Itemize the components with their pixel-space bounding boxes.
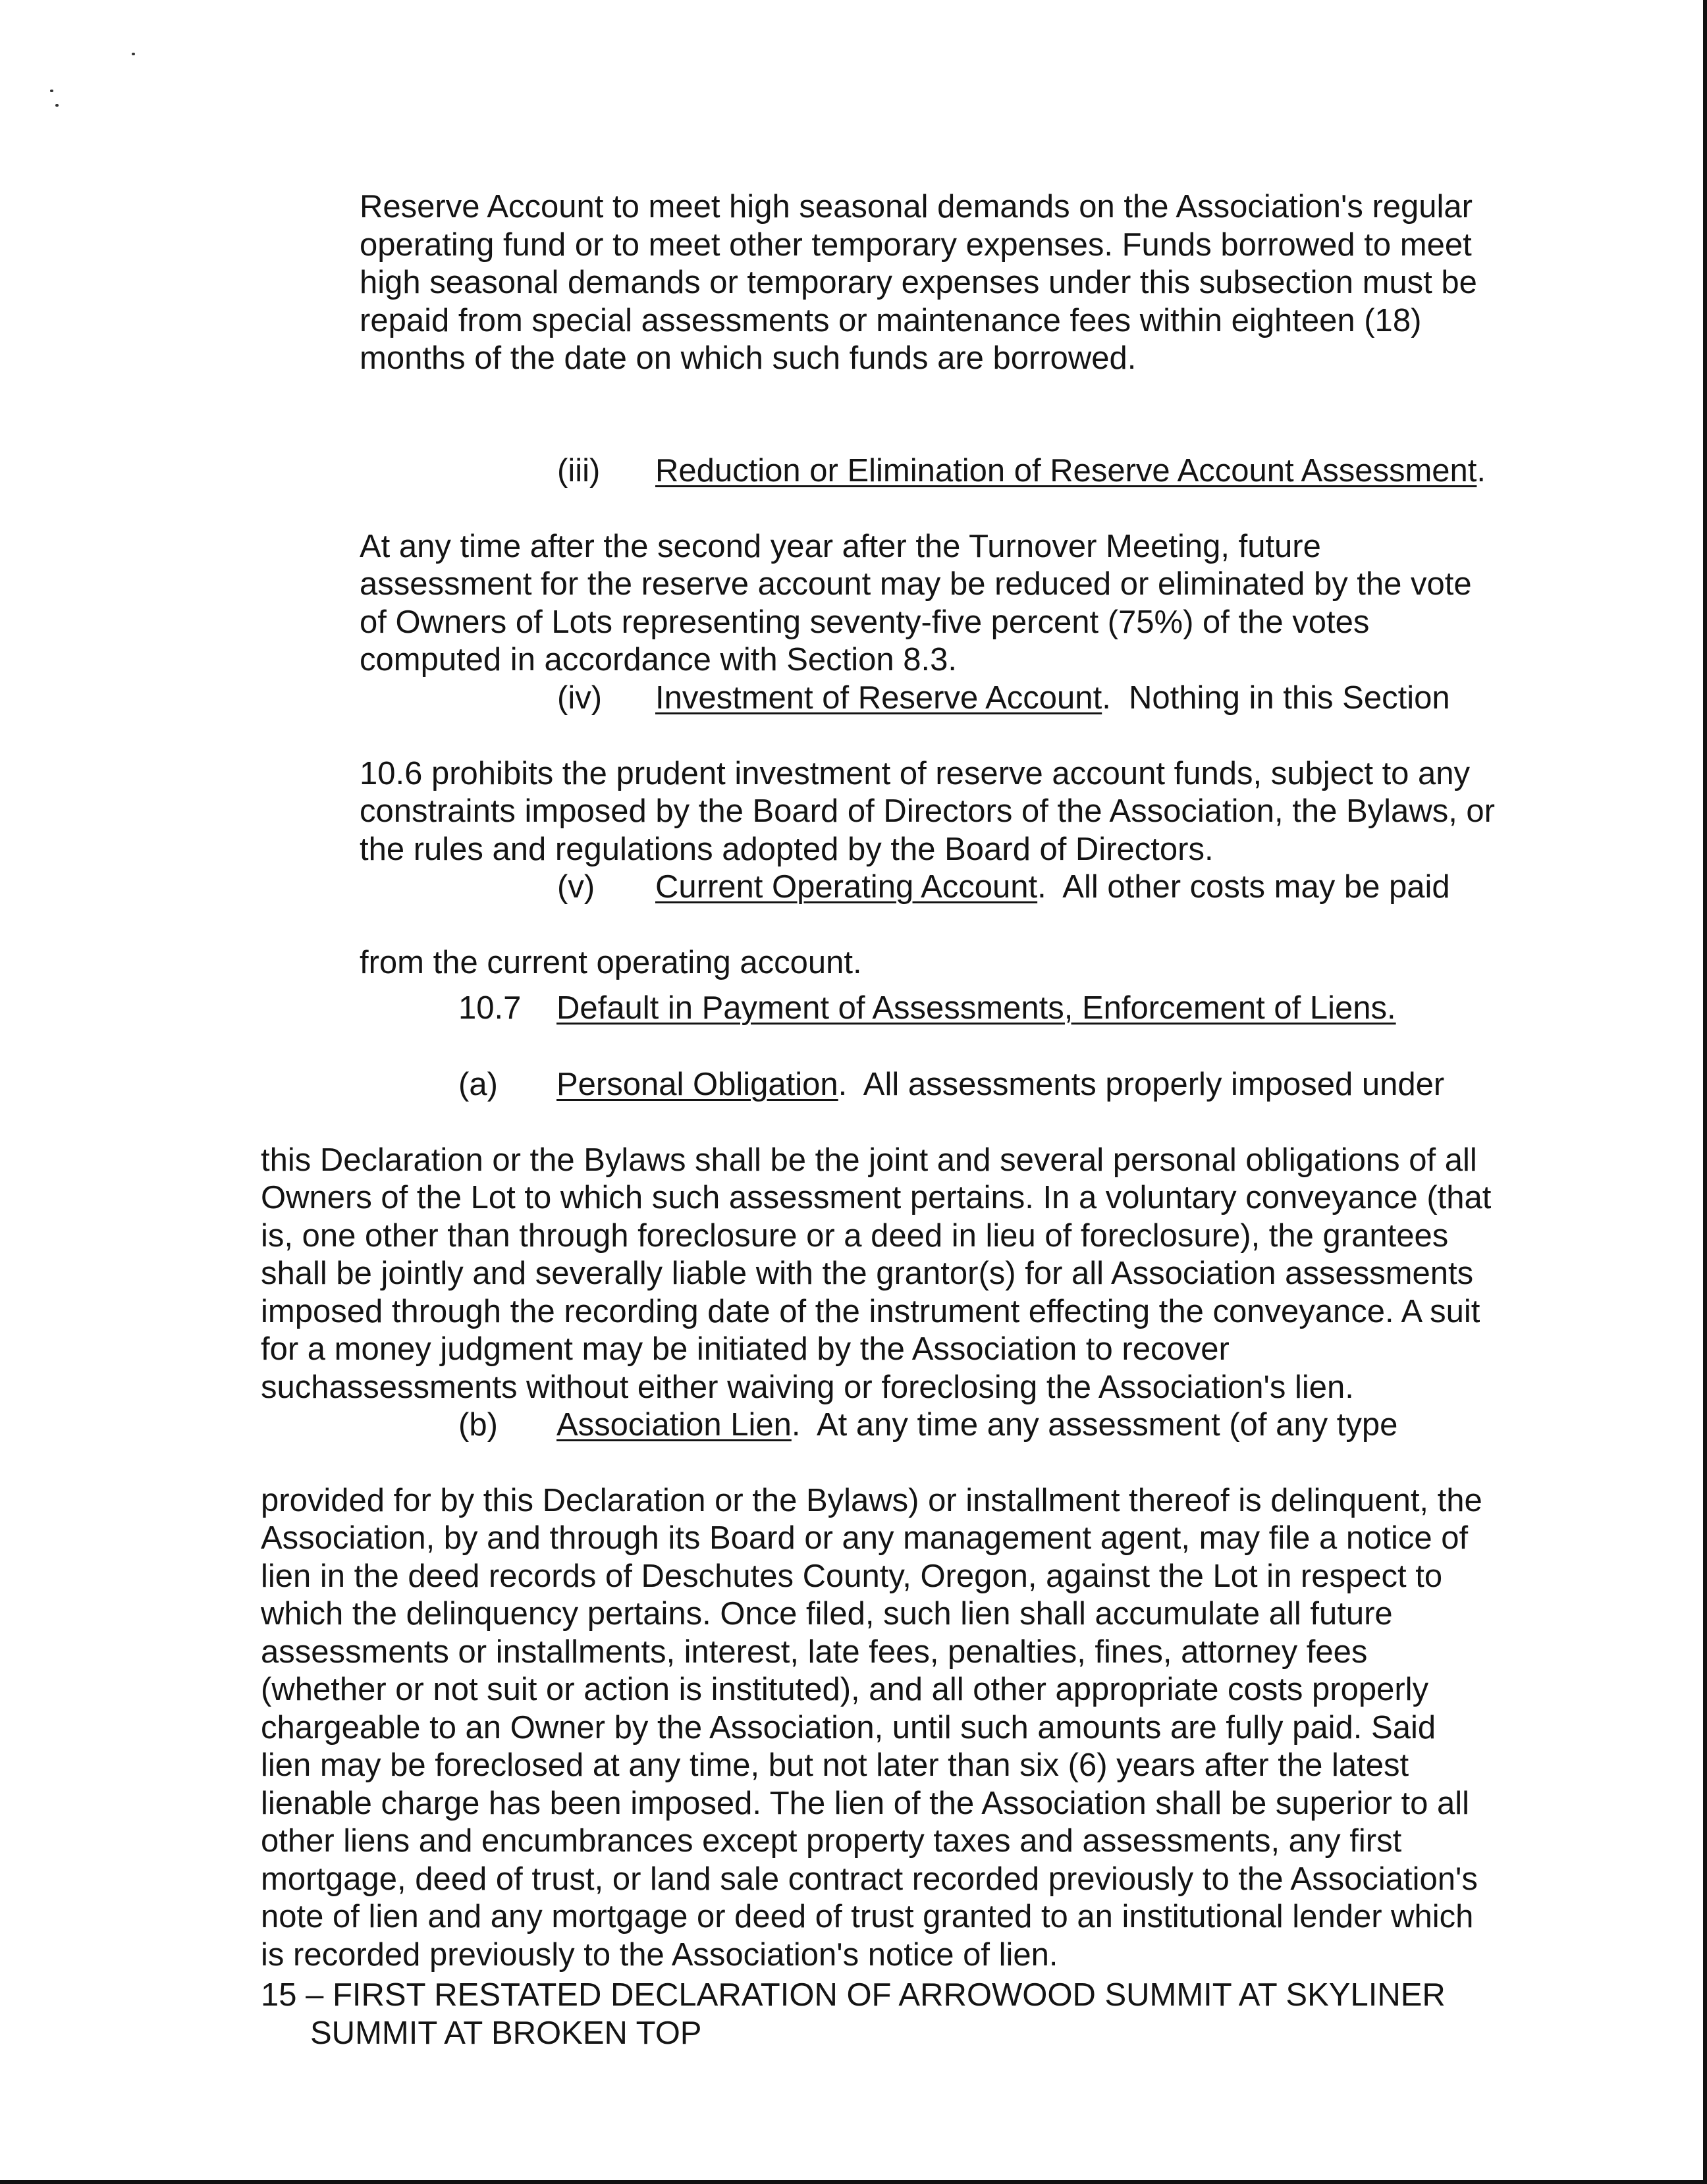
paragraph-b-marker: (b) [458, 1406, 498, 1443]
footer-line-2: SUMMIT AT BROKEN TOP [310, 2015, 702, 2051]
paragraph-b-heading: Association Lien [556, 1406, 792, 1443]
paragraph-b-body: provided for by this Declaration or the Bylaws) or installment thereof is delinquent, the Association, by and through its Board or any management agent, may file a notice of lien in the deed records of Deschutes County, Oregon, against the Lot in respect to which the delinquency pertains. Once filed, such lien shall accumulate all future assessments or installments, interest, late fees, penalties, fines, attorney fees (whether or not suit or action is instituted), and all other appropriate costs properly chargeable to an Owner by the Association, until such amounts are fully paid. Said lien may be foreclosed at any time, but not later than six (6) years after the latest lienable charge has been imposed. The lien of the Association shall be superior to all other liens and encumbrances except property taxes and assessments, any first mortgage, deed of trust, or land sale contract recorded previously to the Association's note of lien and any mortgage or deed of trust granted to an institutional lender which is recorded previously to the Association's notice of lien. [261, 1482, 1482, 1973]
section-10-7-heading [458, 951, 1396, 1027]
subsection-iv-marker: (iv) [557, 679, 603, 716]
section-title: Default in Payment of Assessments, Enforcement of Liens. [556, 990, 1396, 1026]
subsection-iii-marker: (iii) [557, 452, 601, 489]
subsection-v-heading: Current Operating Account [655, 868, 1038, 905]
scan-speck [50, 90, 53, 92]
subsection-v-marker: (v) [557, 868, 595, 905]
paragraph-b [261, 1368, 1482, 2012]
subsection-iv-first-line [360, 679, 1495, 718]
subsection-iv-heading: Investment of Reserve Account [655, 679, 1102, 716]
subsection-iii-first-line [360, 452, 1486, 491]
paragraph-a-marker: (a) [458, 1066, 498, 1102]
footer-line-1: 15 – FIRST RESTATED DECLARATION OF ARROWOOD SUMMIT AT SKYLINER [261, 1977, 1446, 2013]
subsection-iv-body: 10.6 prohibits the prudent investment of reserve account funds, subject to any constraints imposed by the Board of Directors of the Association, the Bylaws, or the rules and regulations adopted by the Board of Directors. [360, 755, 1495, 867]
subsection-iii-body: At any time after the second year after the Turnover Meeting, future assessment for the reserve account may be reduced or eliminated by the vote of Owners of Lots representing seventy-five percent (75%) of the votes computed in accordance with Section 8.3. [360, 528, 1472, 678]
subsection-iv-first-line-rest: . Nothing in this Section [1102, 679, 1450, 716]
paragraph-a-heading: Personal Obligation [556, 1066, 838, 1102]
page-footer [261, 1976, 1446, 2052]
section-number: 10.7 [458, 990, 522, 1026]
paragraph-b-first-line [261, 1406, 1482, 1445]
scan-speck [55, 104, 59, 107]
paragraph-a-body: this Declaration or the Bylaws shall be the joint and several personal obligations of all Owners of the Lot to which such assessment pertains. In a voluntary conveyance (that is, one other than through foreclosure or a deed in lieu of foreclosure), the grantees shall be jointly and severally liable with the grantor(s) for all Association assessments imposed through the recording date of the instrument effecting the conveyance. A suit for a money judgment may be initiated by the Association to recover suchassessments without either waiving or foreclosing the Association's lien. [261, 1142, 1492, 1405]
subsection-v-first-line [360, 868, 1450, 907]
paragraph-b-first-line-rest: . At any time any assessment (of any type [791, 1406, 1398, 1443]
paragraph-a-first-line [261, 1066, 1491, 1104]
subsection-iii-heading: Reduction or Elimination of Reserve Account Assessment [655, 452, 1477, 489]
paragraph-a-first-line-rest: . All assessments properly imposed under [838, 1066, 1445, 1102]
continuation-paragraph: Reserve Account to meet high seasonal demands on the Association's regular operating fund or to meet other temporary expenses. Funds borrowed to meet high seasonal demands or temporary expenses under this subsection must be repaid from special assessments or maintenance fees within eighteen (18) months of the date on which such funds are borrowed. [360, 189, 1477, 376]
subsection-v-body: from the current operating account. [360, 944, 862, 980]
scan-speck [132, 53, 135, 55]
subsection-iii-heading-punct: . [1477, 452, 1486, 489]
subsection-v-first-line-rest: . All other costs may be paid [1037, 868, 1450, 905]
